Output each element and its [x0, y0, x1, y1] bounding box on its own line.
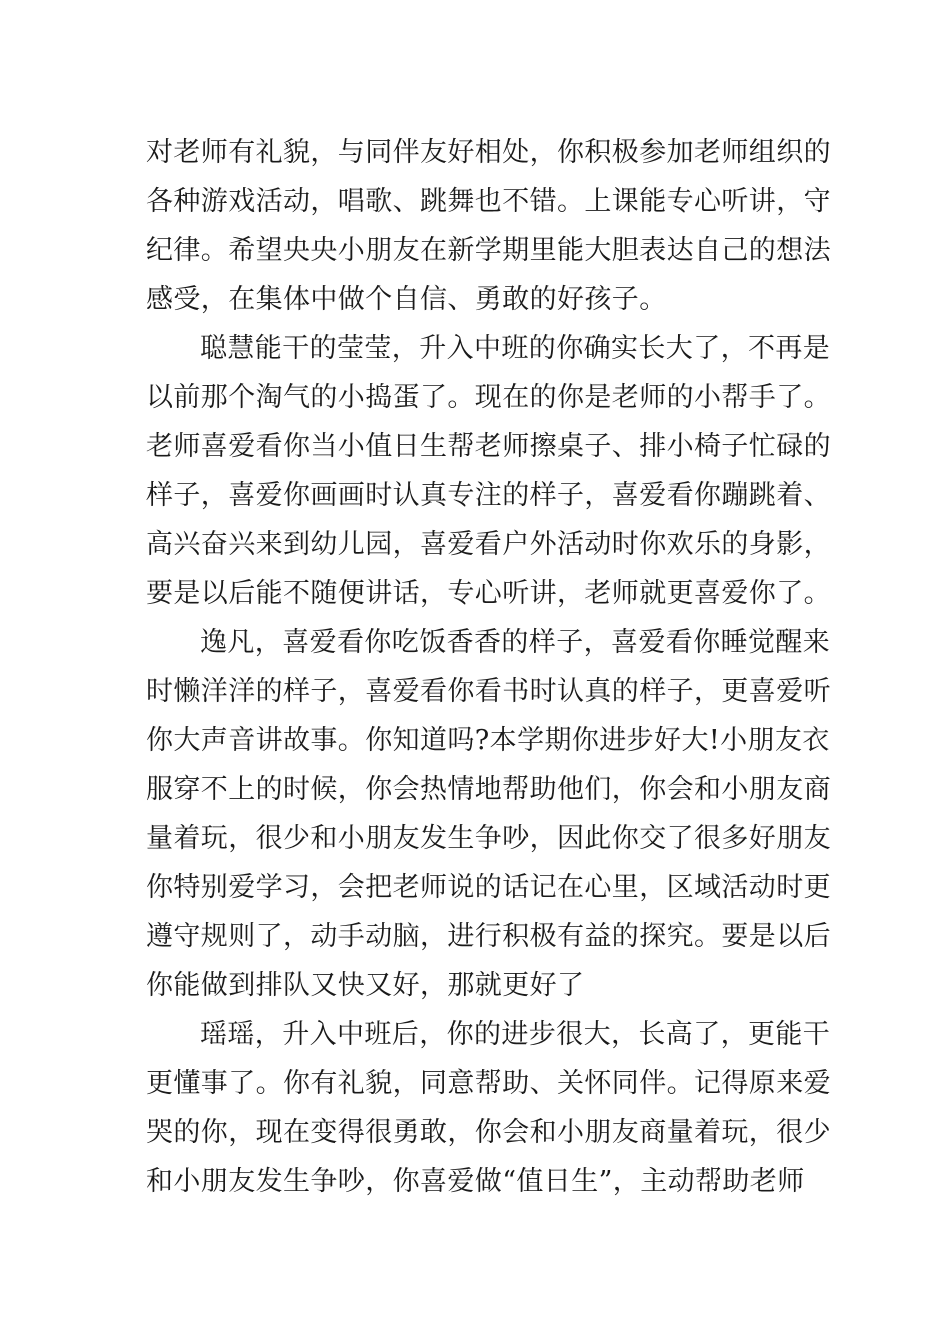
text-line: 你能做到排队又快又好，那就更好了 — [146, 970, 585, 1001]
text-line: 你大声音讲故事。你知道吗?本学期你进步好大!小朋友衣 — [146, 725, 830, 756]
text-line: 更懂事了。你有礼貌，同意帮助、关怀同伴。记得原来爱 — [146, 1068, 831, 1099]
text-line: 逸凡，喜爱看你吃饭香香的样子，喜爱看你睡觉醒来 — [200, 627, 831, 658]
text-line: 样子，喜爱你画画时认真专注的样子，喜爱看你蹦跳着、 — [146, 480, 831, 511]
text-line: 哭的你，现在变得很勇敢，你会和小朋友商量着玩，很少 — [146, 1117, 831, 1148]
text-line: 你特别爱学习，会把老师说的话记在心里，区域活动时更 — [146, 872, 831, 903]
text-line: 聪慧能干的莹莹，升入中班的你确实长大了，不再是 — [200, 333, 831, 364]
paragraph-2 — [146, 324, 831, 618]
text-line: 感受，在集体中做个自信、勇敢的好孩子。 — [146, 284, 667, 315]
text-line: 对老师有礼貌，与同伴友好相处，你积极参加老师组织的 — [146, 137, 831, 168]
text-line: 量着玩，很少和小朋友发生争吵，因此你交了很多好朋友 — [146, 823, 831, 854]
text-line: 遵守规则了，动手动脑，进行积极有益的探究。要是以后 — [146, 921, 831, 952]
paragraph-1 — [146, 128, 831, 324]
text-line: 和小朋友发生争吵，你喜爱做“值日生”，主动帮助老师 — [146, 1166, 805, 1197]
text-line: 瑶瑶，升入中班后，你的进步很大，长高了，更能干 — [200, 1019, 831, 1050]
document-body — [146, 128, 831, 1206]
text-line: 老师喜爱看你当小值日生帮老师擦桌子、排小椅子忙碌的 — [146, 431, 831, 462]
text-line: 纪律。希望央央小朋友在新学期里能大胆表达自己的想法 — [146, 235, 831, 266]
text-line: 服穿不上的时候，你会热情地帮助他们，你会和小朋友商 — [146, 774, 831, 805]
text-line: 以前那个淘气的小捣蛋了。现在的你是老师的小帮手了。 — [146, 382, 831, 413]
text-line: 各种游戏活动，唱歌、跳舞也不错。上课能专心听讲，守 — [146, 186, 831, 217]
text-line: 时懒洋洋的样子，喜爱看你看书时认真的样子，更喜爱听 — [146, 676, 831, 707]
paragraph-4 — [146, 1010, 831, 1206]
text-line: 高兴奋兴来到幼儿园，喜爱看户外活动时你欢乐的身影， — [146, 529, 831, 560]
text-line: 要是以后能不随便讲话，专心听讲，老师就更喜爱你了。 — [146, 578, 831, 609]
paragraph-3 — [146, 618, 831, 1010]
